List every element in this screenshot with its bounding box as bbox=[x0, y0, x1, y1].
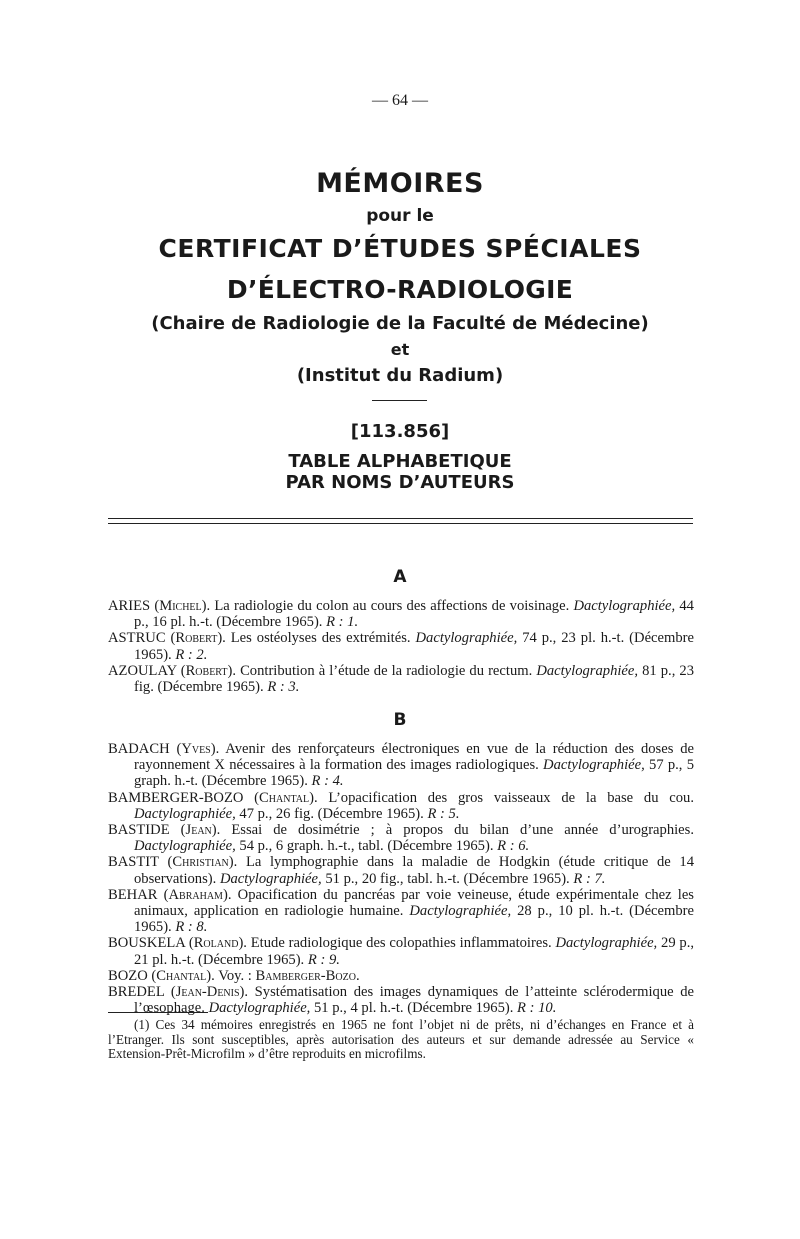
section-letter-a: A bbox=[393, 567, 407, 587]
chaire-line: (Chaire de Radiologie de la Faculté de Médecine) bbox=[151, 313, 649, 334]
page-title: MÉMOIRES bbox=[316, 168, 484, 199]
certificate-title-line2: D’ÉLECTRO-RADIOLOGIE bbox=[226, 275, 574, 304]
list-item: ARIES (Michel). La radiologie du colon au cours des affections de voisinage. Dactylographiée, 44 p., 16 pl. h.-t. (Décembre 1965). R : 1. bbox=[108, 598, 694, 631]
list-item: BOUSKELA (Roland). Etude radiologique des colopathies inflammatoires. Dactylographiée, 29 p., 21 pl. h.-t. (Décembre 1965). R : 9. bbox=[108, 935, 695, 968]
list-item: BREDEL (Jean-Denis). Systématisation des images dynamiques de l’atteinte sclérodermique de l’œsophage. Dactylographiée, 51 p., 4 pl. h.-t. (Décembre 1965). R : 10. bbox=[108, 984, 694, 1017]
list-item: BASTIDE (Jean). Essai de dosimétrie ; à propos du bilan d’une année d’urographies. Dactylographiée, 54 p., 6 graph. h.-t., tabl. (Décembre 1965). R : 6. bbox=[108, 822, 694, 855]
list-item: BAMBERGER-BOZO (Chantal). L’opacification des gros vaisseaux de la base du cou. Dactylographiée, 47 p., 26 fig. (Décembre 1965). R : 5. bbox=[108, 789, 694, 822]
list-item: BADACH (Yves). Avenir des renforçateurs électroniques en vue de la réduction des doses de rayonnement X nécessaires à la formation des images radiologiques. Dactylographiée, 57 p., 5 graph. h.-t. (Décembre 1965). R : 4. bbox=[108, 741, 694, 790]
page-number: — 64 — bbox=[372, 92, 428, 109]
section-a-entries bbox=[108, 598, 694, 695]
list-item: BOZO (Chantal). Voy. : Bamberger-Bozo. bbox=[108, 967, 360, 984]
footnote-divider bbox=[108, 1012, 208, 1013]
table-title-line2: PAR NOMS D’AUTEURS bbox=[285, 472, 515, 493]
classification-code: [113.856] bbox=[350, 421, 450, 442]
footnote: (1) Ces 34 mémoires enregistrés en 1965 ne font l’objet ni de prêts, ni d’échanges en France et à l’Etranger. Ils sont susceptibles, après autorisation des auteurs et sur demande adressée au Service « Extension-Prêt-Microfilm » d’être reproduits en microfilms. bbox=[108, 1017, 694, 1062]
list-item: BEHAR (Abraham). Opacification du pancréas par voie veineuse, étude expérimentale chez les animaux, application en radiologie humaine. Dactylographiée, 28 p., 10 pl. h.-t. (Décembre 1965). R : 8. bbox=[108, 886, 694, 936]
et-line: et bbox=[390, 340, 410, 359]
list-item: AZOULAY (Robert). Contribution à l’étude de la radiologie du rectum. Dactylographiée, 81 p., 23 fig. (Décembre 1965). R : 3. bbox=[108, 662, 694, 696]
double-divider-top bbox=[108, 518, 693, 519]
short-divider bbox=[372, 400, 427, 401]
table-title-line1: TABLE ALPHABETIQUE bbox=[288, 451, 512, 472]
list-item: BASTIT (Christian). La lymphographie dans la maladie de Hodgkin (étude critique de 14 observations). Dactylographiée, 51 p., 20 fig., tabl. h.-t. (Décembre 1965). R : 7. bbox=[108, 854, 694, 887]
subtitle-pour: pour le bbox=[366, 206, 434, 226]
double-divider-bottom bbox=[108, 523, 693, 524]
section-b-entries bbox=[108, 741, 694, 1016]
institut-line: (Institut du Radium) bbox=[296, 365, 504, 386]
certificate-title-line1: CERTIFICAT D’ÉTUDES SPÉCIALES bbox=[158, 234, 642, 263]
list-item: ASTRUC (Robert). Les ostéolyses des extrémités. Dactylographiée, 74 p., 23 pl. h.-t. (Décembre 1965). R : 2. bbox=[108, 630, 694, 663]
section-letter-b: B bbox=[393, 710, 407, 730]
